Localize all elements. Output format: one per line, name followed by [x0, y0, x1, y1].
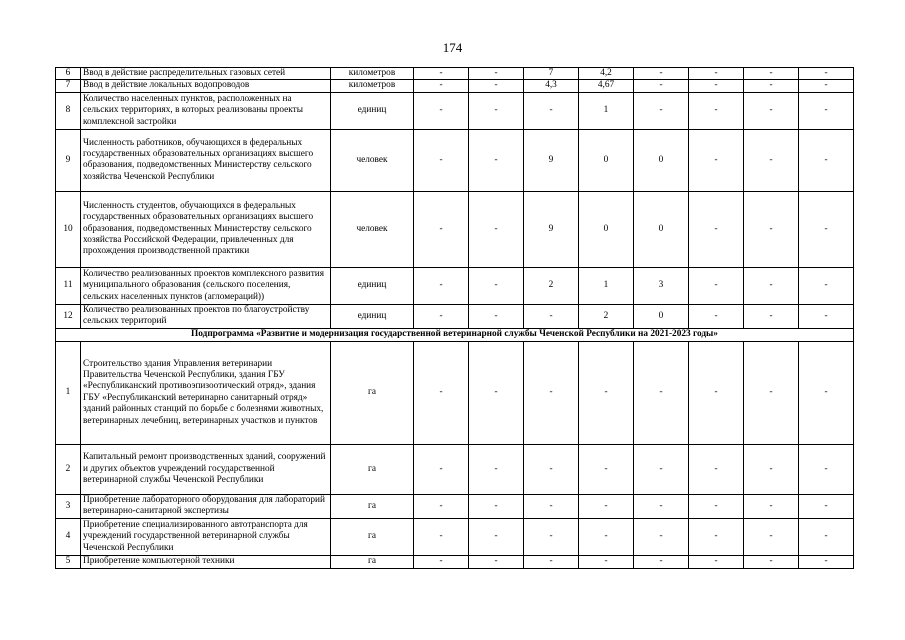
- value-cell: -: [744, 80, 799, 92]
- value-cell: -: [799, 267, 854, 304]
- table-row: [56, 191, 854, 267]
- value-cell: -: [469, 444, 524, 494]
- value-cell: -: [414, 341, 469, 444]
- row-number: 6: [56, 68, 81, 80]
- value-cell: -: [744, 129, 799, 191]
- indicator-name: Приобретение специализированного автотранспорта для учреждений государственной ветеринарной службы Чеченской Республики: [81, 518, 331, 555]
- unit-cell: га: [331, 518, 414, 555]
- value-cell: -: [469, 80, 524, 92]
- value-cell: -: [744, 92, 799, 129]
- value-cell: -: [469, 341, 524, 444]
- value-cell: -: [799, 555, 854, 568]
- value-cell: -: [414, 304, 469, 328]
- value-cell: -: [689, 267, 744, 304]
- value-cell: -: [414, 267, 469, 304]
- value-cell: 2: [524, 267, 579, 304]
- section-header: [56, 328, 854, 341]
- row-number: 5: [56, 555, 81, 568]
- unit-cell: человек: [331, 129, 414, 191]
- value-cell: -: [524, 444, 579, 494]
- value-cell: -: [799, 129, 854, 191]
- indicator-name: Количество населенных пунктов, расположенных на сельских территориях, в которых реализованы проекты комплексной застройки: [81, 92, 331, 129]
- value-cell: 1: [579, 92, 634, 129]
- table-body-bottom: [56, 341, 854, 568]
- value-cell: -: [689, 444, 744, 494]
- unit-cell: единиц: [331, 92, 414, 129]
- value-cell: -: [689, 129, 744, 191]
- value-cell: -: [469, 555, 524, 568]
- unit-cell: единиц: [331, 304, 414, 328]
- value-cell: -: [469, 191, 524, 267]
- value-cell: 4,3: [524, 80, 579, 92]
- value-cell: -: [579, 518, 634, 555]
- value-cell: -: [414, 444, 469, 494]
- value-cell: -: [689, 68, 744, 80]
- row-number: 12: [56, 304, 81, 328]
- table-row: [56, 68, 854, 80]
- value-cell: -: [579, 341, 634, 444]
- row-number: 9: [56, 129, 81, 191]
- value-cell: 2: [579, 304, 634, 328]
- value-cell: -: [689, 341, 744, 444]
- value-cell: -: [469, 518, 524, 555]
- unit-cell: километров: [331, 80, 414, 92]
- value-cell: -: [689, 92, 744, 129]
- row-number: 2: [56, 444, 81, 494]
- table-body-top: [56, 68, 854, 329]
- indicator-name: Количество реализованных проектов по благоустройству сельских территорий: [81, 304, 331, 328]
- section-title: Подпрограмма «Развитие и модернизация государственной ветеринарной службы Чеченской Республики на 2021-2023 годы»: [56, 328, 854, 341]
- table-row: [56, 518, 854, 555]
- value-cell: -: [744, 68, 799, 80]
- value-cell: 4,67: [579, 80, 634, 92]
- value-cell: -: [524, 92, 579, 129]
- value-cell: -: [799, 304, 854, 328]
- indicator-name: Количество реализованных проектов комплексного развития муниципального образования (сельского поселения, сельских населенных пунктов (агломераций)): [81, 267, 331, 304]
- value-cell: -: [744, 304, 799, 328]
- table-row: [56, 444, 854, 494]
- value-cell: -: [469, 92, 524, 129]
- row-number: 4: [56, 518, 81, 555]
- value-cell: 9: [524, 191, 579, 267]
- row-number: 1: [56, 341, 81, 444]
- value-cell: -: [799, 92, 854, 129]
- value-cell: -: [744, 267, 799, 304]
- value-cell: -: [414, 80, 469, 92]
- value-cell: -: [799, 68, 854, 80]
- value-cell: -: [634, 68, 689, 80]
- value-cell: -: [689, 80, 744, 92]
- value-cell: 0: [579, 129, 634, 191]
- indicator-name: Капитальный ремонт производственных зданий, сооружений и других объектов учреждений государственной ветеринарной службы Чеченской Республики: [81, 444, 331, 494]
- value-cell: -: [634, 92, 689, 129]
- value-cell: -: [524, 494, 579, 518]
- value-cell: -: [414, 92, 469, 129]
- value-cell: -: [744, 518, 799, 555]
- row-number: 7: [56, 80, 81, 92]
- value-cell: 7: [524, 68, 579, 80]
- table-row: [56, 494, 854, 518]
- value-cell: -: [744, 191, 799, 267]
- value-cell: -: [799, 444, 854, 494]
- value-cell: -: [414, 68, 469, 80]
- value-cell: -: [634, 80, 689, 92]
- unit-cell: единиц: [331, 267, 414, 304]
- value-cell: -: [579, 555, 634, 568]
- indicator-name: Численность студентов, обучающихся в федеральных государственных образовательных организациях высшего образования, подведомственных Министерству сельского хозяйства Российской Федерации, привлеченных для прохождения производственной практики: [81, 191, 331, 267]
- unit-cell: человек: [331, 191, 414, 267]
- row-number: 10: [56, 191, 81, 267]
- value-cell: -: [689, 494, 744, 518]
- indicator-name: Приобретение лабораторного оборудования для лабораторий ветеринарно-санитарной экспертизы: [81, 494, 331, 518]
- table-row: [56, 80, 854, 92]
- value-cell: -: [524, 304, 579, 328]
- indicator-name: Ввод в действие локальных водопроводов: [81, 80, 331, 92]
- value-cell: -: [414, 555, 469, 568]
- section-row: [56, 328, 854, 341]
- indicator-name: Приобретение компьютерной техники: [81, 555, 331, 568]
- value-cell: -: [469, 304, 524, 328]
- value-cell: -: [634, 555, 689, 568]
- value-cell: -: [634, 494, 689, 518]
- value-cell: 0: [634, 129, 689, 191]
- value-cell: -: [579, 444, 634, 494]
- unit-cell: га: [331, 494, 414, 518]
- value-cell: -: [414, 191, 469, 267]
- value-cell: -: [744, 555, 799, 568]
- value-cell: -: [469, 267, 524, 304]
- unit-cell: га: [331, 555, 414, 568]
- value-cell: -: [799, 341, 854, 444]
- value-cell: -: [579, 494, 634, 518]
- indicator-name: Ввод в действие распределительных газовых сетей: [81, 68, 331, 80]
- value-cell: -: [634, 444, 689, 494]
- value-cell: 0: [579, 191, 634, 267]
- value-cell: -: [524, 341, 579, 444]
- value-cell: -: [414, 518, 469, 555]
- value-cell: -: [799, 191, 854, 267]
- table-row: [56, 92, 854, 129]
- value-cell: 4,2: [579, 68, 634, 80]
- value-cell: -: [634, 518, 689, 555]
- value-cell: -: [799, 494, 854, 518]
- unit-cell: га: [331, 444, 414, 494]
- row-number: 3: [56, 494, 81, 518]
- value-cell: -: [524, 555, 579, 568]
- page-number: 174: [442, 40, 463, 55]
- indicator-name: Численность работников, обучающихся в федеральных государственных образовательных организациях высшего образования, подведомственных Министерству сельского хозяйства Чеченской Республики: [81, 129, 331, 191]
- table-row: [56, 304, 854, 328]
- value-cell: -: [634, 341, 689, 444]
- value-cell: 0: [634, 191, 689, 267]
- row-number: 11: [56, 267, 81, 304]
- value-cell: -: [469, 68, 524, 80]
- value-cell: -: [799, 80, 854, 92]
- value-cell: -: [414, 129, 469, 191]
- table-row: [56, 129, 854, 191]
- value-cell: -: [744, 494, 799, 518]
- table-row: [56, 341, 854, 444]
- value-cell: -: [414, 494, 469, 518]
- value-cell: 3: [634, 267, 689, 304]
- value-cell: -: [469, 494, 524, 518]
- value-cell: -: [469, 129, 524, 191]
- row-number: 8: [56, 92, 81, 129]
- table-row: [56, 267, 854, 304]
- value-cell: -: [744, 444, 799, 494]
- indicator-name: Строительство здания Управления ветеринарии Правительства Чеченской Республики, здания ГБУ «Республиканский противоэпизоотический отряд», здания ГБУ «Республиканский ветеринарно санитарный отряд» зданий районных станций по борьбе с болезнями животных, ветеринарных лечебниц, ветеринарных участков и пунктов: [81, 341, 331, 444]
- table-row: [56, 555, 854, 568]
- indicators-table: [55, 67, 854, 569]
- value-cell: -: [524, 518, 579, 555]
- value-cell: 9: [524, 129, 579, 191]
- unit-cell: га: [331, 341, 414, 444]
- value-cell: -: [689, 191, 744, 267]
- unit-cell: километров: [331, 68, 414, 80]
- value-cell: 1: [579, 267, 634, 304]
- value-cell: -: [799, 518, 854, 555]
- value-cell: 0: [634, 304, 689, 328]
- value-cell: -: [744, 341, 799, 444]
- value-cell: -: [689, 304, 744, 328]
- value-cell: -: [689, 555, 744, 568]
- value-cell: -: [689, 518, 744, 555]
